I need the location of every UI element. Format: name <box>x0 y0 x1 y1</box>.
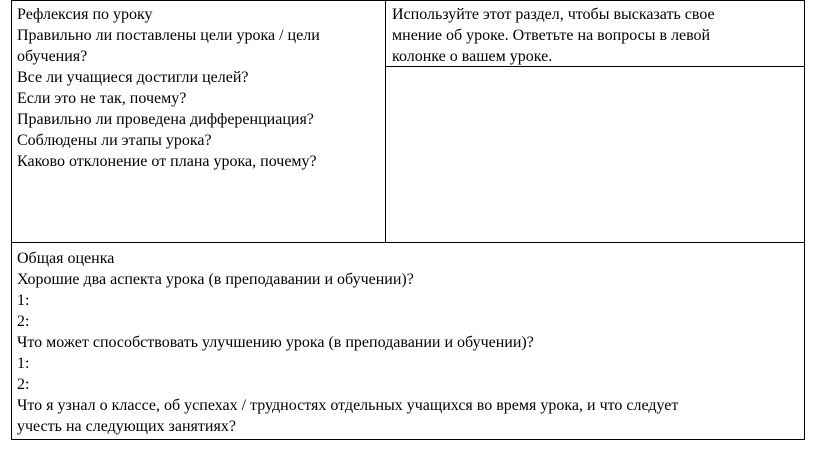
right-cell-line: Используйте этот раздел, чтобы высказать свое <box>392 6 715 23</box>
left-cell-line: Правильно ли проведена дифференциация? <box>17 111 314 128</box>
bottom-cell-line: 1: <box>17 292 30 309</box>
left-cell-line: Правильно ли поставлены цели урока / цели <box>17 27 320 44</box>
right-cell-line: мнение об уроке. Ответьте на вопросы в левой <box>392 27 711 44</box>
bottom-cell <box>17 248 803 437</box>
bottom-cell-line: Что может способствовать улучшению урока (в преподавании и обучении)? <box>17 334 534 351</box>
bottom-cell-line: 2: <box>17 376 30 393</box>
right-cell <box>392 4 802 67</box>
left-cell-line: Каково отклонение от плана урока, почему? <box>17 153 317 170</box>
left-cell-line: Если это не так, почему? <box>17 90 187 107</box>
bottom-cell-line: 1: <box>17 355 30 372</box>
reflection-table <box>11 0 805 440</box>
bottom-cell-line: Что я узнал о классе, об успехах / трудностях отдельных учащихся во время урока, и что следует <box>17 397 679 414</box>
bottom-cell-line: учесть на следующих занятиях? <box>17 418 236 435</box>
row-divider <box>11 242 805 243</box>
bottom-cell-line: Общая оценка <box>17 250 115 267</box>
left-cell-line: Соблюдены ли этапы урока? <box>17 132 212 149</box>
column-divider <box>385 0 386 242</box>
left-cell <box>17 4 383 172</box>
left-cell-line: Все ли учащиеся достигли целей? <box>17 69 249 86</box>
left-cell-line: обучения? <box>17 48 88 65</box>
table-border-bottom <box>11 439 805 440</box>
right-cell-line: колонке о вашем уроке. <box>392 48 553 65</box>
bottom-cell-line: Хорошие два аспекта урока (в преподавании и обучении)? <box>17 271 414 288</box>
left-cell-line: Рефлексия по уроку <box>17 6 153 23</box>
table-border-top <box>11 0 805 1</box>
table-border-left <box>11 0 12 440</box>
bottom-cell-line: 2: <box>17 313 30 330</box>
